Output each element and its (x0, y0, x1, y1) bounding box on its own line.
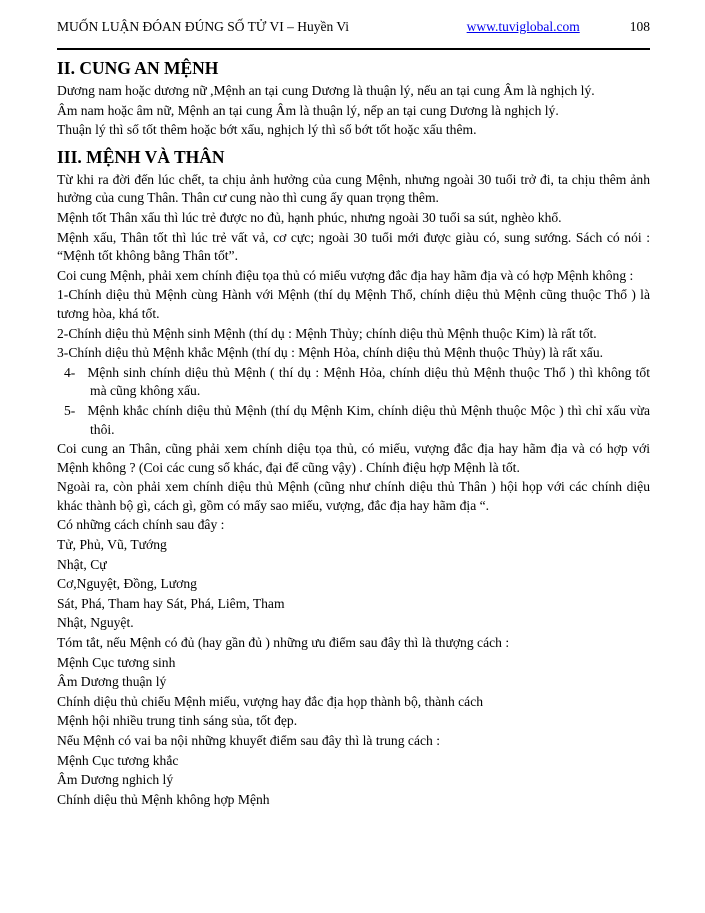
section-heading: II. CUNG AN MỆNH (57, 58, 219, 78)
page-header (57, 18, 650, 35)
text-paragraph: Chính diệu thủ Mệnh không hợp Mệnh (57, 791, 270, 807)
text-paragraph: 2-Chính diệu thủ Mệnh sinh Mệnh (thí dụ : Mệnh Thủy; chính diệu thủ Mệnh thuộc Kim) là rất tốt. (57, 325, 597, 341)
text-paragraph: Có những cách chính sau đây : (57, 517, 225, 533)
text-paragraph: 1-Chính diệu thủ Mệnh cùng Hành với Mệnh (thí dụ Mệnh Thổ, chính diệu thủ Mệnh cũng thuộc Thổ ) là tương hòa, khá tốt. (57, 287, 650, 321)
website-link[interactable]: www.tuviglobal.com (466, 19, 580, 34)
text-paragraph: Từ khi ra đời đến lúc chết, ta chịu ảnh hưởng của cung Mệnh, nhưng ngoài 30 tuổi trở đi, ta chịu thêm ảnh hưởng của cung Thân. Thân cư cung nào thì cung ấy quan trọng thêm. (57, 171, 650, 206)
list-marker: 5- (64, 402, 76, 418)
list-marker: 4- (64, 364, 76, 380)
text-paragraph: Âm Dương thuận lý (57, 674, 167, 690)
text-paragraph: Nhật, Cự (57, 556, 107, 572)
text-paragraph: 3-Chính diệu thủ Mệnh khắc Mệnh (thí dụ : Mệnh Hỏa, chính diệu thủ Mệnh thuộc Thủy) là rất xấu. (57, 345, 604, 361)
text-paragraph: Âm nam hoặc âm nữ, Mệnh an tại cung Âm là thuận lý, nếp an tại cung Dương là nghịch lý. (57, 102, 559, 118)
text-paragraph: Sát, Phá, Tham hay Sát, Phá, Liêm, Tham (57, 595, 285, 611)
document-title: MUỐN LUẬN ĐÓAN ĐÚNG SỐ TỬ VI – Huyền Vi (57, 19, 350, 34)
text-paragraph: Tóm tắt, nếu Mệnh có đủ (hay gần đủ ) những ưu điểm sau đây thì là thượng cách : (57, 635, 510, 651)
text-paragraph: Coi cung an Thân, cũng phải xem chính diệu tọa thủ, có miếu, vượng đắc địa hay hãm địa và có hợp với Mệnh không ? (Coi các cung số khác, đại để cũng vậy) . Chính điệu hợp Mệnh là tốt. (57, 441, 650, 475)
text-paragraph: Mệnh tốt Thân xấu thì lúc trẻ được no đủ, hạnh phúc, nhưng ngoài 30 tuổi sa sút, nghèo khổ. (57, 209, 562, 225)
numbered-list-item (57, 402, 650, 439)
text-paragraph: Cơ,Nguyệt, Đồng, Lương (57, 576, 197, 592)
text-paragraph: Mệnh Cục tương khắc (57, 752, 179, 768)
text-paragraph: Thuận lý thì số tốt thêm hoặc bớt xấu, nghịch lý thì số bớt tốt hoặc xấu thêm. (57, 122, 477, 138)
numbered-list-item (57, 364, 650, 401)
document-body (57, 58, 650, 809)
section-heading: III. MỆNH VÀ THÂN (57, 146, 225, 167)
text-paragraph: Mệnh hội nhiều trung tinh sáng sủa, tốt đẹp. (57, 713, 298, 729)
text-paragraph: Mệnh Cục tương sinh (57, 654, 176, 670)
text-paragraph: Âm Dương nghich lý (57, 772, 174, 788)
text-paragraph: Dương nam hoặc dương nữ ,Mệnh an tại cung Dương là thuận lý, nếu an tại cung Âm là nghịch lý. (57, 83, 595, 98)
list-item-text: Mệnh sinh chính diệu thủ Mệnh ( thí dụ : Mệnh Hỏa, chính diệu thủ Mệnh thuộc Thổ ) thì không tốt mà cũng không xấu. (87, 364, 650, 399)
header-rule (57, 48, 650, 50)
text-paragraph: Nếu Mệnh có vai ba nội những khuyết điểm sau đây thì là trung cách : (57, 733, 440, 748)
text-paragraph: Ngoài ra, còn phải xem chính diệu thủ Mệnh (cũng như chính diệu thủ Thân ) hội họp với các chính diệu khác thành bộ gì, cách gì, gồm có mấy sao miếu, vượng, đắc địa hay hãm địa “. (57, 479, 650, 513)
text-paragraph: Nhật, Nguyệt. (57, 615, 134, 631)
text-paragraph: Mệnh xấu, Thân tốt thì lúc trẻ vất vả, cơ cực; ngoài 30 tuổi mới được giàu có, sung sướng. Sách có nói : “Mệnh tốt không bằng Thân tốt”. (57, 229, 650, 264)
text-paragraph: Coi cung Mệnh, phải xem chính điệu tọa thủ có miếu vượng đắc địa hay hãm địa và có hợp Mệnh không : (57, 267, 634, 283)
text-paragraph: Tử, Phủ, Vũ, Tướng (57, 537, 167, 553)
page-number: 108 (629, 19, 650, 34)
text-paragraph: Chính diệu thủ chiếu Mệnh miếu, vượng hay đắc địa họp thành bộ, thành cách (57, 693, 484, 709)
list-item-text: Mệnh khắc chính diệu thủ Mệnh (thí dụ Mệnh Kim, chính diệu thủ Mệnh thuộc Mộc ) thì chỉ xấu vừa thôi. (87, 402, 650, 437)
